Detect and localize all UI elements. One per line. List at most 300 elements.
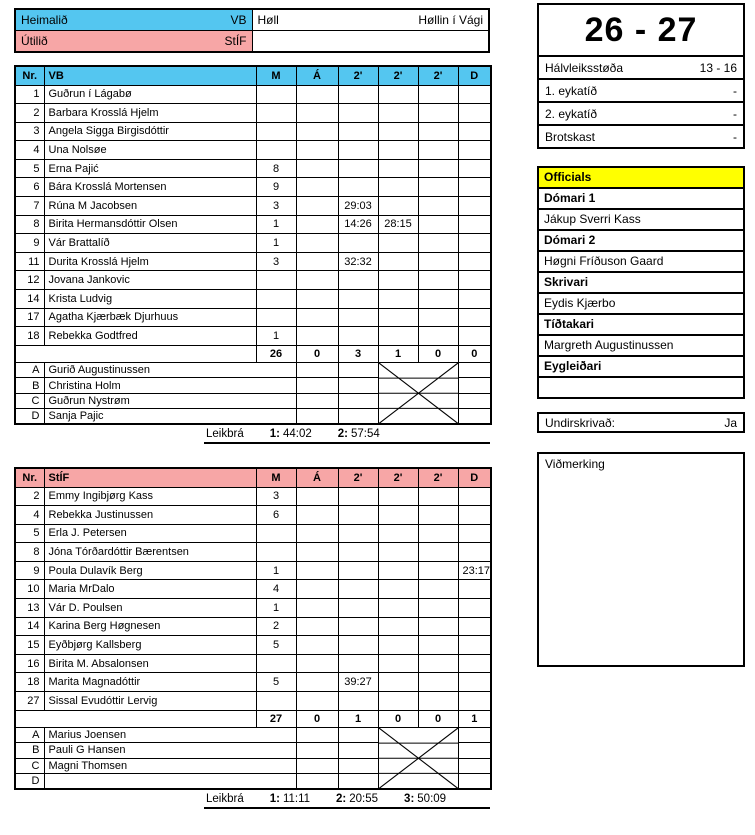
header-team-cell: VB bbox=[44, 66, 256, 85]
away-roster-block bbox=[14, 467, 490, 809]
player-number-cell: 12 bbox=[15, 271, 44, 290]
player-stat-cell bbox=[378, 543, 418, 562]
player-stat-cell bbox=[418, 487, 458, 506]
player-name-cell: Jovana Jankovic bbox=[44, 271, 256, 290]
player-stat-cell bbox=[296, 617, 338, 636]
bench-letter-cell: C bbox=[15, 758, 44, 774]
totals-value-cell: 3 bbox=[338, 345, 378, 362]
player-stat-cell bbox=[418, 327, 458, 346]
player-stat-cell bbox=[378, 524, 418, 543]
player-stat-cell bbox=[296, 197, 338, 216]
bench-stat-cell bbox=[458, 774, 491, 790]
totals-value-cell: 1 bbox=[458, 710, 491, 727]
player-stat-cell bbox=[296, 654, 338, 673]
player-stat-cell bbox=[458, 617, 491, 636]
player-name-cell: Poula Dulavík Berg bbox=[44, 561, 256, 580]
score-detail-row bbox=[539, 55, 743, 78]
bench-official-row bbox=[15, 727, 491, 743]
player-stat-cell: 23:17 bbox=[458, 561, 491, 580]
player-stat-cell bbox=[296, 159, 338, 178]
player-stat-cell bbox=[458, 215, 491, 234]
player-stat-cell bbox=[296, 524, 338, 543]
hall-label: Høll bbox=[257, 13, 279, 27]
header-stat-cell: M bbox=[256, 66, 296, 85]
player-stat-cell bbox=[418, 308, 458, 327]
player-stat-cell bbox=[256, 290, 296, 309]
remarks-box bbox=[537, 452, 745, 667]
player-row bbox=[15, 178, 491, 197]
player-stat-cell bbox=[418, 197, 458, 216]
away-team-code: StÍF bbox=[224, 34, 247, 48]
player-row bbox=[15, 673, 491, 692]
player-stat-cell bbox=[296, 599, 338, 618]
player-stat-cell: 3 bbox=[256, 197, 296, 216]
player-row bbox=[15, 234, 491, 253]
player-stat-cell bbox=[378, 159, 418, 178]
player-name-cell: Krista Ludvig bbox=[44, 290, 256, 309]
player-stat-cell bbox=[296, 141, 338, 160]
player-row bbox=[15, 215, 491, 234]
player-stat-cell: 1 bbox=[256, 599, 296, 618]
home-team-label: Heimalið bbox=[21, 13, 68, 27]
player-stat-cell bbox=[256, 308, 296, 327]
bench-letter-cell: B bbox=[15, 743, 44, 759]
away-team-label: Útilið bbox=[21, 34, 48, 48]
player-name-cell: Maria MrDalo bbox=[44, 580, 256, 599]
player-stat-cell bbox=[338, 617, 378, 636]
bench-stat-cell bbox=[458, 393, 491, 409]
bench-stat-cell bbox=[338, 758, 378, 774]
player-row bbox=[15, 308, 491, 327]
leikbra-label: Leikbrá bbox=[206, 428, 244, 441]
bench-stat-cell bbox=[296, 362, 338, 378]
bench-stat-cell bbox=[458, 743, 491, 759]
player-stat-cell: 5 bbox=[256, 636, 296, 655]
header-stat-cell: 2' bbox=[378, 66, 418, 85]
score-panel bbox=[537, 3, 745, 149]
player-number-cell: 8 bbox=[15, 543, 44, 562]
bench-name-cell: Pauli G Hansen bbox=[44, 743, 296, 759]
player-stat-cell bbox=[296, 580, 338, 599]
header-stat-cell: 2' bbox=[338, 468, 378, 487]
totals-value-cell: 0 bbox=[418, 710, 458, 727]
player-stat-cell bbox=[378, 599, 418, 618]
empty-hall-cell bbox=[252, 31, 489, 51]
roster-header-row bbox=[15, 468, 491, 487]
player-stat-cell bbox=[378, 234, 418, 253]
player-stat-cell bbox=[378, 506, 418, 525]
player-stat-cell bbox=[458, 543, 491, 562]
player-stat-cell bbox=[378, 85, 418, 104]
player-row bbox=[15, 290, 491, 309]
player-stat-cell bbox=[256, 104, 296, 123]
player-stat-cell bbox=[256, 85, 296, 104]
player-stat-cell bbox=[378, 308, 418, 327]
player-name-cell: Barbara Krosslá Hjelm bbox=[44, 104, 256, 123]
final-score: 26 - 27 bbox=[584, 11, 698, 49]
crossed-out-icon bbox=[379, 728, 458, 789]
player-stat-cell bbox=[378, 617, 418, 636]
player-stat-cell bbox=[296, 327, 338, 346]
player-stat-cell bbox=[256, 141, 296, 160]
player-number-cell: 2 bbox=[15, 487, 44, 506]
player-stat-cell bbox=[418, 104, 458, 123]
player-stat-cell: 39:27 bbox=[338, 673, 378, 692]
player-row bbox=[15, 327, 491, 346]
player-number-cell: 8 bbox=[15, 215, 44, 234]
bench-name-cell: Guðrun Nystrøm bbox=[44, 393, 296, 409]
bench-stat-cell bbox=[458, 409, 491, 425]
player-stat-cell bbox=[378, 104, 418, 123]
player-stat-cell bbox=[338, 122, 378, 141]
bench-stat-cell bbox=[296, 378, 338, 394]
player-name-cell: Una Nolsøe bbox=[44, 141, 256, 160]
player-stat-cell bbox=[378, 197, 418, 216]
totals-value-cell: 1 bbox=[378, 345, 418, 362]
player-name-cell: Vár D. Poulsen bbox=[44, 599, 256, 618]
leikbra-entry: 1: 44:02 bbox=[269, 428, 312, 441]
bench-stat-cell bbox=[296, 393, 338, 409]
player-name-cell: Durita Krosslá Hjelm bbox=[44, 252, 256, 271]
leikbra-label: Leikbrá bbox=[206, 793, 244, 806]
player-stat-cell bbox=[338, 580, 378, 599]
player-number-cell: 5 bbox=[15, 524, 44, 543]
score-detail-label: Brotskast bbox=[545, 129, 596, 144]
player-stat-cell bbox=[458, 271, 491, 290]
player-number-cell: 7 bbox=[15, 197, 44, 216]
bench-stat-cell bbox=[296, 743, 338, 759]
away-roster-table bbox=[14, 467, 492, 790]
player-stat-cell bbox=[418, 506, 458, 525]
player-number-cell: 4 bbox=[15, 141, 44, 160]
player-number-cell: 1 bbox=[15, 85, 44, 104]
player-row bbox=[15, 252, 491, 271]
totals-spacer-cell bbox=[15, 345, 256, 362]
player-number-cell: 27 bbox=[15, 692, 44, 711]
player-stat-cell bbox=[458, 234, 491, 253]
totals-row bbox=[15, 710, 491, 727]
player-stat-cell bbox=[338, 234, 378, 253]
player-stat-cell: 1 bbox=[256, 215, 296, 234]
player-stat-cell bbox=[296, 85, 338, 104]
player-stat-cell bbox=[256, 122, 296, 141]
player-stat-cell bbox=[296, 271, 338, 290]
official-value bbox=[539, 376, 743, 397]
player-stat-cell bbox=[256, 524, 296, 543]
leikbra-entry: 2: 57:54 bbox=[337, 428, 380, 441]
player-stat-cell bbox=[296, 308, 338, 327]
player-stat-cell bbox=[418, 234, 458, 253]
player-stat-cell bbox=[418, 692, 458, 711]
official-label: Dómari 2 bbox=[539, 229, 743, 250]
official-label: Skrivari bbox=[539, 271, 743, 292]
score-detail-label: Hálvleiksstøða bbox=[545, 60, 624, 75]
bench-name-cell: Christina Holm bbox=[44, 378, 296, 394]
player-stat-cell bbox=[256, 692, 296, 711]
player-name-cell: Rúna M Jacobsen bbox=[44, 197, 256, 216]
player-name-cell: Karina Berg Høgnesen bbox=[44, 617, 256, 636]
header-nr-cell: Nr. bbox=[15, 468, 44, 487]
player-stat-cell bbox=[296, 252, 338, 271]
player-stat-cell bbox=[378, 327, 418, 346]
player-stat-cell bbox=[338, 506, 378, 525]
player-stat-cell: 1 bbox=[256, 234, 296, 253]
away-leikbra-line bbox=[204, 790, 490, 809]
bench-letter-cell: D bbox=[15, 774, 44, 790]
player-stat-cell bbox=[378, 487, 418, 506]
player-stat-cell: 1 bbox=[256, 327, 296, 346]
player-stat-cell bbox=[338, 636, 378, 655]
bench-official-row bbox=[15, 362, 491, 378]
bench-letter-cell: D bbox=[15, 409, 44, 425]
official-value: Høgni Fríðuson Gaard bbox=[539, 250, 743, 271]
player-stat-cell bbox=[458, 290, 491, 309]
hall-cell bbox=[252, 10, 489, 30]
player-number-cell: 3 bbox=[15, 122, 44, 141]
player-stat-cell bbox=[458, 141, 491, 160]
player-stat-cell bbox=[458, 122, 491, 141]
player-row bbox=[15, 141, 491, 160]
player-stat-cell bbox=[418, 141, 458, 160]
player-stat-cell: 4 bbox=[256, 580, 296, 599]
totals-value-cell: 0 bbox=[296, 345, 338, 362]
player-stat-cell bbox=[296, 178, 338, 197]
roster-header-row bbox=[15, 66, 491, 85]
player-name-cell: Eyðbjørg Kallsberg bbox=[44, 636, 256, 655]
bench-letter-cell: B bbox=[15, 378, 44, 394]
player-number-cell: 9 bbox=[15, 561, 44, 580]
header-nr-cell: Nr. bbox=[15, 66, 44, 85]
player-stat-cell bbox=[458, 524, 491, 543]
bench-stat-cell bbox=[296, 774, 338, 790]
player-stat-cell bbox=[418, 636, 458, 655]
totals-value-cell: 1 bbox=[338, 710, 378, 727]
player-row bbox=[15, 159, 491, 178]
player-stat-cell bbox=[458, 692, 491, 711]
player-stat-cell bbox=[296, 636, 338, 655]
score-detail-value: - bbox=[733, 129, 737, 144]
player-stat-cell bbox=[418, 561, 458, 580]
player-number-cell: 2 bbox=[15, 104, 44, 123]
player-row bbox=[15, 85, 491, 104]
player-stat-cell bbox=[418, 599, 458, 618]
header-team-cell: StÍF bbox=[44, 468, 256, 487]
player-stat-cell bbox=[458, 654, 491, 673]
player-stat-cell bbox=[458, 506, 491, 525]
player-stat-cell bbox=[296, 290, 338, 309]
player-stat-cell bbox=[418, 617, 458, 636]
header-stat-cell: 2' bbox=[418, 468, 458, 487]
player-stat-cell bbox=[296, 215, 338, 234]
score-detail-row bbox=[539, 124, 743, 147]
player-number-cell: 10 bbox=[15, 580, 44, 599]
bench-name-cell: Sanja Pajic bbox=[44, 409, 296, 425]
player-stat-cell: 6 bbox=[256, 506, 296, 525]
bench-letter-cell: C bbox=[15, 393, 44, 409]
home-team-code: VB bbox=[230, 13, 247, 27]
player-number-cell: 11 bbox=[15, 252, 44, 271]
officials-title: Officials bbox=[539, 168, 743, 187]
player-stat-cell bbox=[338, 104, 378, 123]
bench-stat-cell bbox=[296, 758, 338, 774]
official-value: Eydis Kjærbo bbox=[539, 292, 743, 313]
bench-stat-cell bbox=[338, 727, 378, 743]
player-name-cell: Agatha Kjærbæk Djurhuus bbox=[44, 308, 256, 327]
bench-letter-cell: A bbox=[15, 727, 44, 743]
player-name-cell: Erla J. Petersen bbox=[44, 524, 256, 543]
player-stat-cell bbox=[378, 636, 418, 655]
player-stat-cell bbox=[338, 178, 378, 197]
totals-value-cell: 0 bbox=[458, 345, 491, 362]
score-detail-row bbox=[539, 78, 743, 101]
player-stat-cell bbox=[296, 487, 338, 506]
totals-value-cell: 0 bbox=[296, 710, 338, 727]
player-stat-cell bbox=[338, 159, 378, 178]
player-stat-cell: 9 bbox=[256, 178, 296, 197]
player-stat-cell bbox=[418, 122, 458, 141]
player-stat-cell bbox=[378, 252, 418, 271]
player-stat-cell bbox=[256, 654, 296, 673]
player-number-cell: 16 bbox=[15, 654, 44, 673]
player-stat-cell bbox=[378, 692, 418, 711]
bench-name-cell: Magni Thomsen bbox=[44, 758, 296, 774]
player-name-cell: Jóna Tórðardóttir Bærentsen bbox=[44, 543, 256, 562]
player-stat-cell bbox=[458, 178, 491, 197]
player-stat-cell bbox=[378, 673, 418, 692]
player-number-cell: 14 bbox=[15, 290, 44, 309]
score-detail-rows bbox=[539, 55, 743, 147]
player-stat-cell bbox=[338, 85, 378, 104]
player-stat-cell bbox=[458, 673, 491, 692]
player-stat-cell bbox=[256, 543, 296, 562]
player-name-cell: Guðrun í Lágabø bbox=[44, 85, 256, 104]
player-row bbox=[15, 271, 491, 290]
player-name-cell: Vár Brattalíð bbox=[44, 234, 256, 253]
player-stat-cell bbox=[458, 580, 491, 599]
player-stat-cell: 14:26 bbox=[338, 215, 378, 234]
header-stat-cell: Á bbox=[296, 66, 338, 85]
home-roster-table bbox=[14, 65, 492, 425]
bench-name-cell: Marius Joensen bbox=[44, 727, 296, 743]
score-detail-row bbox=[539, 101, 743, 124]
player-stat-cell bbox=[458, 636, 491, 655]
player-name-cell: Angela Sigga Birgisdóttir bbox=[44, 122, 256, 141]
bench-stat-cell bbox=[458, 727, 491, 743]
player-stat-cell bbox=[458, 159, 491, 178]
totals-value-cell: 0 bbox=[378, 710, 418, 727]
player-number-cell: 6 bbox=[15, 178, 44, 197]
player-row bbox=[15, 122, 491, 141]
player-stat-cell bbox=[256, 271, 296, 290]
player-stat-cell bbox=[338, 654, 378, 673]
player-row bbox=[15, 543, 491, 562]
bench-stat-cell bbox=[338, 393, 378, 409]
home-leikbra-line bbox=[204, 425, 490, 444]
player-row bbox=[15, 506, 491, 525]
player-stat-cell bbox=[296, 104, 338, 123]
official-value: Margreth Augustinussen bbox=[539, 334, 743, 355]
player-stat-cell bbox=[338, 271, 378, 290]
player-stat-cell: 28:15 bbox=[378, 215, 418, 234]
header-stat-cell: M bbox=[256, 468, 296, 487]
player-stat-cell bbox=[338, 487, 378, 506]
leikbra-entry: 3: 50:09 bbox=[404, 793, 447, 806]
header-stat-cell: Á bbox=[296, 468, 338, 487]
player-stat-cell bbox=[296, 692, 338, 711]
bench-crossed-cell bbox=[378, 727, 458, 789]
totals-spacer-cell bbox=[15, 710, 256, 727]
player-number-cell: 4 bbox=[15, 506, 44, 525]
player-stat-cell bbox=[296, 506, 338, 525]
signature-box bbox=[537, 412, 745, 433]
player-stat-cell: 8 bbox=[256, 159, 296, 178]
player-row bbox=[15, 524, 491, 543]
player-number-cell: 18 bbox=[15, 327, 44, 346]
player-stat-cell bbox=[418, 252, 458, 271]
home-header-row bbox=[16, 10, 488, 30]
player-stat-cell bbox=[458, 308, 491, 327]
header-stat-cell: 2' bbox=[338, 66, 378, 85]
header-stat-cell: D bbox=[458, 66, 491, 85]
player-name-cell: Rebekka Godtfred bbox=[44, 327, 256, 346]
player-name-cell: Rebekka Justinussen bbox=[44, 506, 256, 525]
bench-stat-cell bbox=[296, 409, 338, 425]
bench-stat-cell bbox=[458, 362, 491, 378]
player-stat-cell bbox=[418, 524, 458, 543]
player-stat-cell: 1 bbox=[256, 561, 296, 580]
player-stat-cell bbox=[338, 308, 378, 327]
away-header-row bbox=[16, 30, 488, 51]
signature-value: Ja bbox=[724, 415, 737, 430]
totals-value-cell: 26 bbox=[256, 345, 296, 362]
player-stat-cell bbox=[418, 580, 458, 599]
player-row bbox=[15, 197, 491, 216]
player-stat-cell bbox=[296, 543, 338, 562]
player-number-cell: 14 bbox=[15, 617, 44, 636]
player-stat-cell bbox=[378, 141, 418, 160]
totals-row bbox=[15, 345, 491, 362]
player-stat-cell bbox=[458, 104, 491, 123]
player-row bbox=[15, 636, 491, 655]
player-stat-cell bbox=[418, 673, 458, 692]
officials-panel bbox=[537, 166, 745, 399]
player-row bbox=[15, 104, 491, 123]
score-detail-value: - bbox=[733, 106, 737, 121]
totals-value-cell: 27 bbox=[256, 710, 296, 727]
bench-stat-cell bbox=[296, 727, 338, 743]
player-stat-cell bbox=[338, 524, 378, 543]
player-row bbox=[15, 580, 491, 599]
player-stat-cell bbox=[458, 327, 491, 346]
bench-stat-cell bbox=[338, 743, 378, 759]
header-stat-cell: 2' bbox=[418, 66, 458, 85]
team-hall-header bbox=[14, 8, 490, 53]
bench-name-cell: Gurið Augustinussen bbox=[44, 362, 296, 378]
player-stat-cell bbox=[378, 271, 418, 290]
header-stat-cell: D bbox=[458, 468, 491, 487]
player-number-cell: 5 bbox=[15, 159, 44, 178]
player-number-cell: 18 bbox=[15, 673, 44, 692]
player-number-cell: 9 bbox=[15, 234, 44, 253]
player-stat-cell bbox=[418, 215, 458, 234]
bench-stat-cell bbox=[458, 758, 491, 774]
player-name-cell: Birita M. Absalonsen bbox=[44, 654, 256, 673]
player-stat-cell bbox=[338, 599, 378, 618]
player-stat-cell bbox=[338, 561, 378, 580]
player-name-cell: Sissal Evudóttir Lervig bbox=[44, 692, 256, 711]
player-row bbox=[15, 692, 491, 711]
player-stat-cell bbox=[296, 561, 338, 580]
